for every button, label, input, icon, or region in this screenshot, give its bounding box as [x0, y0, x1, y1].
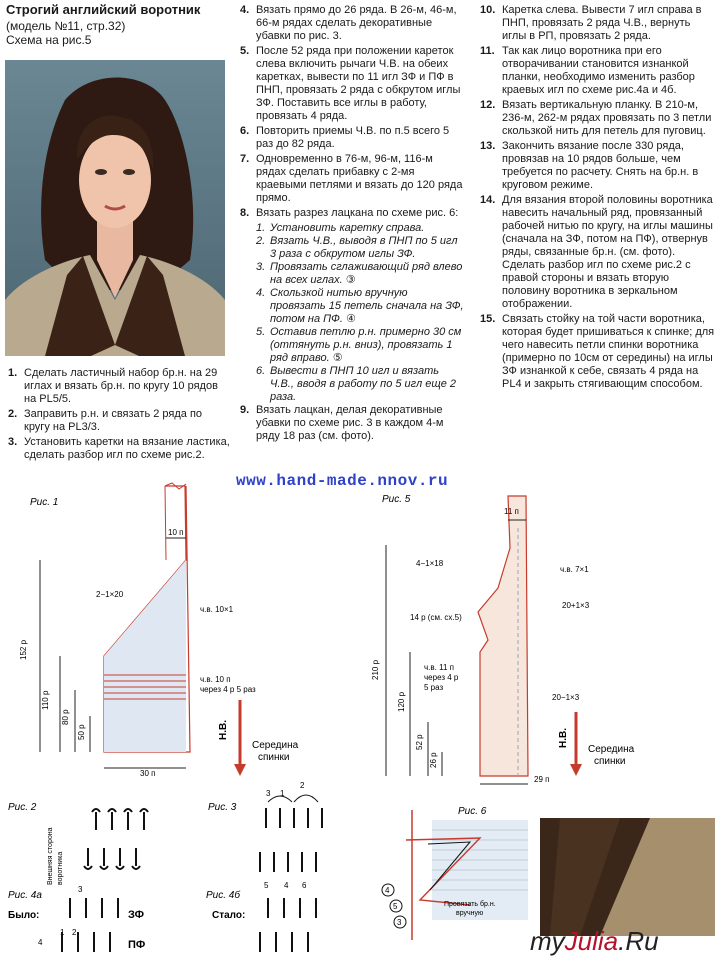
step: 3. Установить каретки на вязание ластика, сделать разбор игл по схеме рис.2. [8, 436, 230, 461]
step: 7. Одновременно в 76-м, 96-м, 116-м рядах сделать прибавку с 2-мя краевыми петлями и вязать до 120 ряда прямо. [240, 153, 463, 204]
fig4a-n2: 2 [72, 928, 77, 937]
fig4b-label: Рис. 4б [206, 890, 240, 901]
fig2-needles [84, 809, 148, 869]
fig5-cv11a: ч.в. 11 п [424, 663, 454, 672]
fig4a-needles [62, 898, 118, 952]
substep: 2. Вязать Ч.В., выводя в ПНП по 5 игл 3 раза с обкрутом иглы ЗФ. [256, 235, 458, 260]
website-url[interactable]: www.hand-made.nnov.ru [236, 472, 449, 490]
fig1-bottom: 30 п [140, 769, 156, 778]
substep: 6. Вывести в ПНП 10 игл и вязать Ч.В., вводя в работу по 5 игл еще 2 раза. [256, 365, 457, 403]
fig5-inc2011: 20+1×3 [562, 601, 590, 610]
step: 5. После 52 ряда при положении кареток слева включить рычаги Ч.В. на обеих каретках, вывести по 11 игл ЗФ и ПФ в ПНП, провязать 2 ряда с обкрутом иглы ЗФ. Поставить все иглы в работу, провязать 4 ряда. [240, 45, 461, 122]
substep: 4. Скользкой нитью вручную провязать 15 петель сначала на ЗФ, потом на ПФ. ④ [256, 287, 464, 325]
fig5-cv71: ч.в. 7×1 [560, 565, 589, 574]
fig1-center2: спинки [258, 752, 290, 763]
fig1-slope: 2−1×20 [96, 590, 124, 599]
fig1-rows110: 110 р [41, 690, 50, 710]
fig4b-became: Стало: [212, 910, 246, 921]
fig5-top: 11 п [504, 507, 519, 516]
fig1-rows80: 80 р [61, 709, 70, 725]
watermark: myJulia.Ru [530, 926, 659, 956]
fig2-label: Рис. 2 [8, 802, 37, 813]
fig5-rows14: 14 р (см. сх.5) [410, 613, 462, 622]
fig2-side2: воротника [57, 851, 64, 885]
step: 6. Повторить приемы Ч.В. по п.5 всего 5 раз до 82 ряда. [240, 125, 450, 150]
fig3-n3: 3 [266, 789, 271, 798]
substep: 5. Оставив петлю р.н. примерно 30 см (оттянуть р.н. вниз), провязать 1 ряд вправо. ⑤ [256, 326, 462, 364]
fig4a-pf: ПФ [128, 939, 146, 951]
fig3-n5: 5 [264, 881, 269, 890]
fig1-nv: Н.В. [218, 720, 229, 740]
fig5-cv11b: через 4 р [424, 673, 459, 682]
fig5-center1: Середина [588, 744, 635, 755]
fig4a-n3: 3 [78, 885, 83, 894]
fig4a-label: Рис. 4а [8, 890, 42, 901]
fig5-cv11c: 5 раз [424, 683, 444, 692]
fig4a-zf: ЗФ [128, 909, 145, 921]
fig6-c4-text: 4 [385, 886, 390, 895]
fig6-note1: Провязать бр.н. [444, 901, 496, 908]
fig1-label: Рис. 1 [30, 497, 59, 508]
fig5-rows120: 120 р [397, 691, 406, 712]
step: 12. Вязать вертикальную планку. В 210-м, 236-м, 262-м рядах провязать по 3 петли скользкой нить для петель для пуговиц. [480, 99, 712, 137]
fig5-inc418: 4−1×18 [416, 559, 444, 568]
substep: 3. Провязать сглаживающий ряд влево на всех иглах. ③ [256, 261, 463, 286]
scheme-line: Схема на рис.5 [6, 33, 92, 47]
step: 9. Вязать лацкан, делая декоративные убавки по схеме рис. 3 в каждом 4-м ряду 18 раз (см. фото). [240, 404, 444, 442]
fig6-label: Рис. 6 [458, 806, 487, 817]
step: 11. Так как лицо воротника при его отворачивании становится изнанкой планки, необходимо изменить разбор краевых игл по схеме рис.4а и 4б. [480, 45, 695, 96]
fig5-bottom: 29 п [534, 775, 550, 784]
fig1-rows50: 50 р [77, 724, 86, 740]
fig4a-was: Было: [8, 910, 40, 921]
fig3-n4: 4 [284, 881, 289, 890]
page-title: Строгий английский воротник [6, 2, 201, 17]
step: 2. Заправить р.н. и связать 2 ряда по кругу на PL3/3. [8, 408, 203, 433]
fig5-center2: спинки [594, 756, 626, 767]
fig5-label: Рис. 5 [382, 494, 411, 505]
fig1-fill [104, 560, 186, 752]
step: 1. Сделать ластичный набор бр.н. на 29 иглах и вязать бр.н. по кругу 10 рядов на PL5/5. [8, 367, 218, 405]
fig3-needles [260, 808, 322, 872]
fig5-rows26: 26 р [429, 752, 438, 768]
fig2-side1: Внешняя сторона [47, 827, 54, 885]
fig1-center1: Середина [252, 740, 299, 751]
fig6-c3-text: 3 [397, 918, 402, 927]
fig1-cv2: через 4 р 5 раз [200, 685, 256, 694]
step: 8. Вязать разрез лацкана по схеме рис. 6: [240, 207, 459, 219]
fig1-top: 10 п [168, 528, 184, 537]
model-line: (модель №11, стр.32) [6, 19, 126, 33]
fig5-outline [478, 496, 528, 776]
fig1-shortrows: ч.в. 10×1 [200, 605, 234, 614]
fig5-rows210: 210 р [371, 659, 380, 680]
step: 10. Каретка слева. Вывести 7 игл справа в ПНП, провязать 2 ряда Ч.В., вернуть иглы в РП, провязать 2 ряда. [480, 4, 702, 42]
fig3-n1: 1 [280, 789, 285, 798]
fig1-cv1: ч.в. 10 п [200, 675, 231, 684]
fig3-label: Рис. 3 [208, 802, 237, 813]
substep: 1. Установить каретку справа. [256, 222, 425, 234]
fig6-note2: вручную [456, 910, 484, 917]
fig4b-needles [260, 898, 316, 952]
fig5-dec2013: 20−1×3 [552, 693, 580, 702]
step: 4. Вязать прямо до 26 ряда. В 26-м, 46-м, 66-м рядах сделать декоративные убавки по рис. 3. [240, 4, 457, 42]
step: 13. Закончить вязание после 330 ряда, провязав на 10 рядов больше, чем требуется по расчету. Снять на бр.н. в круговом режиме. [480, 140, 699, 191]
knit-detail-photo [540, 818, 715, 936]
step: 15. Связать стойку на той части воротника, которая будет пришиваться к спинке; для чего навесить петли спинки воротника (примерно по 10см от середины) на иглы ЗФ изнанкой к себе, связать 4 ряда на PL4 и закрыть стягивающим способом. [480, 313, 715, 390]
fig3-n2: 2 [300, 781, 305, 790]
fig4a-n4: 4 [38, 938, 43, 947]
fig3-n6: 6 [302, 881, 307, 890]
fig4a-n1: 1 [60, 928, 65, 937]
fig1-rows152: 152 р [19, 639, 28, 660]
knit-detail-illustration [540, 818, 715, 936]
fig5-rows52: 52 р [415, 734, 424, 750]
fig5-nv: Н.В. [558, 728, 569, 748]
fig6-c5-text: 5 [393, 902, 398, 911]
step: 14. Для вязания второй половины воротника навесить начальный ряд, провязанный рабочей нитью по кругу, на иглы машины (сначала на ЗФ, потом на ПФ), отвернув ряды, связанные бр.н. (см. фото). Сделать разбор игл по схеме рис.2 с правой стороны и вязать вторую половину воротника в зеркальном отображении. [480, 194, 713, 310]
